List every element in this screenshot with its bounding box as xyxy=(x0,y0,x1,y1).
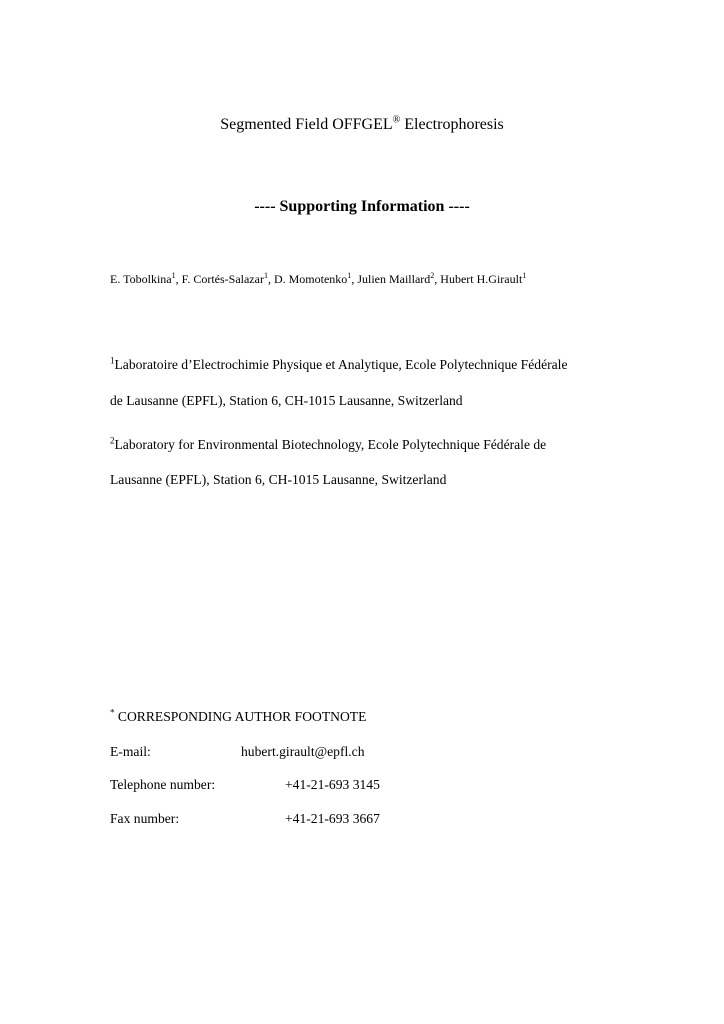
footnote-text: CORRESPONDING AUTHOR FOOTNOTE xyxy=(114,709,367,724)
author-separator: , xyxy=(351,272,358,286)
affiliation-2-line-2: Lausanne (EPFL), Station 6, CH-1015 Lausanne, Switzerland xyxy=(110,472,447,487)
affiliation-1-line-1 xyxy=(110,357,567,373)
title-suffix: Electrophoresis xyxy=(400,116,504,133)
affiliation-2-line-1 xyxy=(110,437,546,453)
email-label: E-mail: xyxy=(110,744,151,759)
author-affiliation-mark: 2 xyxy=(430,271,435,280)
author-separator: , xyxy=(175,272,182,286)
registered-trademark-mark: ® xyxy=(392,114,401,126)
telephone-value: +41-21-693 3145 xyxy=(285,777,380,792)
author-name: E. Tobolkina xyxy=(110,272,172,286)
telephone-label: Telephone number: xyxy=(110,777,216,792)
fax-value: +41-21-693 3667 xyxy=(285,811,380,826)
author-name: Julien Maillard xyxy=(357,272,431,286)
supporting-information-heading: ---- Supporting Information ---- xyxy=(254,198,470,215)
affiliation-number: 2 xyxy=(110,435,115,446)
affiliation-number: 1 xyxy=(110,355,115,366)
title-text: Segmented Field OFFGEL xyxy=(220,116,393,133)
author-name: F. Cortés-Salazar xyxy=(181,272,264,286)
affiliation-text: Laboratory for Environmental Biotechnology, Ecole Polytechnique Fédérale de xyxy=(114,437,547,452)
author-name: Hubert H.Girault xyxy=(440,272,523,286)
author-affiliation-mark: 1 xyxy=(263,271,268,280)
affiliation-1-line-2: de Lausanne (EPFL), Station 6, CH-1015 Lausanne, Switzerland xyxy=(110,393,463,408)
corresponding-author-footnote xyxy=(110,709,366,725)
author-affiliation-mark: 1 xyxy=(522,271,527,280)
author-affiliation-mark: 1 xyxy=(347,271,352,280)
author-separator: , xyxy=(434,272,441,286)
author-name: D. Momotenko xyxy=(273,272,348,286)
footnote-marker: * xyxy=(110,707,115,718)
email-value: hubert.girault@epfl.ch xyxy=(241,744,365,759)
author-list xyxy=(110,272,526,287)
affiliation-text: Laboratoire d’Electrochimie Physique et Analytique, Ecole Polytechnique Fédérale xyxy=(114,357,568,372)
author-separator: , xyxy=(267,272,274,286)
fax-label: Fax number: xyxy=(110,811,180,826)
author-affiliation-mark: 1 xyxy=(171,271,176,280)
paper-title xyxy=(0,116,724,134)
